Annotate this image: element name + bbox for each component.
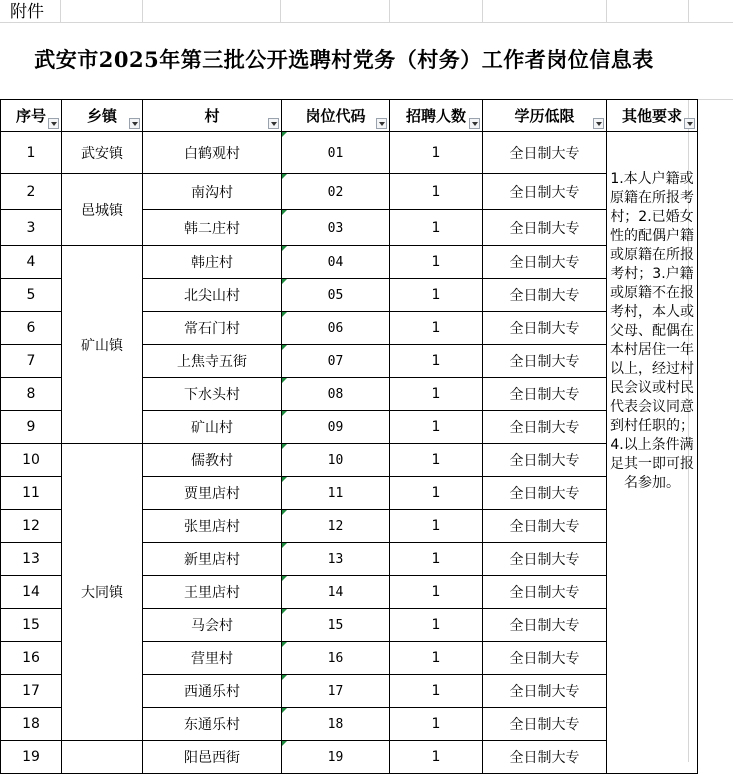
- table-row: [1, 132, 698, 174]
- filter-dropdown-icon[interactable]: [684, 118, 695, 129]
- education-cell[interactable]: 全日制大专: [483, 279, 607, 312]
- seq-cell[interactable]: 16: [1, 642, 62, 675]
- code-cell[interactable]: [282, 675, 390, 708]
- count-cell[interactable]: 1: [390, 246, 483, 279]
- village-cell[interactable]: 白鹤观村: [143, 132, 282, 174]
- count-cell[interactable]: 1: [390, 312, 483, 345]
- code-value: 01: [327, 145, 344, 161]
- seq-cell[interactable]: 9: [1, 411, 62, 444]
- count-cell[interactable]: 1: [390, 609, 483, 642]
- text-number-marker-icon: [282, 675, 287, 680]
- seq-cell[interactable]: 4: [1, 246, 62, 279]
- village-cell[interactable]: 下水头村: [143, 378, 282, 411]
- village-cell[interactable]: 儒教村: [143, 444, 282, 477]
- count-cell[interactable]: 1: [390, 642, 483, 675]
- filter-dropdown-icon[interactable]: [48, 118, 59, 129]
- seq-cell[interactable]: 8: [1, 378, 62, 411]
- code-cell[interactable]: [282, 132, 390, 174]
- education-cell[interactable]: 全日制大专: [483, 210, 607, 246]
- seq-cell[interactable]: 2: [1, 174, 62, 210]
- filter-dropdown-icon[interactable]: [129, 118, 140, 129]
- code-value: 04: [327, 255, 344, 270]
- village-cell[interactable]: 上焦寺五街: [143, 345, 282, 378]
- code-value: 09: [327, 420, 344, 435]
- code-cell[interactable]: [282, 609, 390, 642]
- seq-cell[interactable]: 7: [1, 345, 62, 378]
- education-cell[interactable]: 全日制大专: [483, 477, 607, 510]
- seq-cell[interactable]: 13: [1, 543, 62, 576]
- village-cell[interactable]: 张里店村: [143, 510, 282, 543]
- village-cell[interactable]: 南沟村: [143, 174, 282, 210]
- header-label: 岗位代码: [305, 107, 366, 125]
- table-row: [1, 741, 698, 774]
- village-cell[interactable]: 韩庄村: [143, 246, 282, 279]
- text-number-marker-icon: [282, 642, 287, 647]
- count-cell[interactable]: 1: [390, 477, 483, 510]
- col-header-town[interactable]: [62, 100, 143, 132]
- village-cell[interactable]: 贾里店村: [143, 477, 282, 510]
- town-cell[interactable]: [62, 741, 143, 774]
- page-title: 武安市2025年第三批公开选聘村党务（村务）工作者岗位信息表: [34, 47, 654, 72]
- education-cell[interactable]: 全日制大专: [483, 246, 607, 279]
- count-cell[interactable]: 1: [390, 510, 483, 543]
- count-cell[interactable]: 1: [390, 741, 483, 774]
- education-cell[interactable]: 全日制大专: [483, 576, 607, 609]
- code-cell[interactable]: [282, 444, 390, 477]
- education-cell[interactable]: 全日制大专: [483, 510, 607, 543]
- text-number-marker-icon: [282, 378, 287, 383]
- count-cell[interactable]: 1: [390, 411, 483, 444]
- count-cell[interactable]: 1: [390, 444, 483, 477]
- town-cell[interactable]: 邑城镇: [62, 174, 143, 246]
- text-number-marker-icon: [282, 312, 287, 317]
- code-value: 02: [327, 184, 344, 200]
- seq-cell[interactable]: 3: [1, 210, 62, 246]
- education-cell[interactable]: 全日制大专: [483, 609, 607, 642]
- education-cell[interactable]: 全日制大专: [483, 312, 607, 345]
- education-cell[interactable]: 全日制大专: [483, 675, 607, 708]
- town-cell[interactable]: 武安镇: [62, 132, 143, 174]
- code-value: 10: [327, 453, 344, 468]
- col-header-count[interactable]: [390, 100, 483, 132]
- seq-cell[interactable]: 6: [1, 312, 62, 345]
- text-number-marker-icon: [282, 411, 287, 416]
- code-cell[interactable]: [282, 411, 390, 444]
- seq-cell[interactable]: 1: [1, 132, 62, 174]
- code-value: 13: [327, 552, 344, 567]
- village-cell[interactable]: 北尖山村: [143, 279, 282, 312]
- town-cell[interactable]: 大同镇: [62, 444, 143, 741]
- village-cell[interactable]: 韩二庄村: [143, 210, 282, 246]
- header-row: [1, 100, 698, 132]
- village-cell[interactable]: 矿山村: [143, 411, 282, 444]
- seq-cell[interactable]: 10: [1, 444, 62, 477]
- village-cell[interactable]: 王里店村: [143, 576, 282, 609]
- filter-dropdown-icon[interactable]: [376, 118, 387, 129]
- seq-cell[interactable]: 19: [1, 741, 62, 774]
- text-number-marker-icon: [282, 576, 287, 581]
- text-number-marker-icon: [282, 510, 287, 515]
- header-label: 学历低限: [514, 107, 575, 125]
- village-cell[interactable]: 东通乐村: [143, 708, 282, 741]
- table-row: [1, 174, 698, 210]
- count-cell[interactable]: 1: [390, 543, 483, 576]
- code-cell[interactable]: [282, 576, 390, 609]
- text-number-marker-icon: [282, 543, 287, 548]
- code-cell[interactable]: [282, 477, 390, 510]
- positions-table: [0, 99, 698, 774]
- seq-cell[interactable]: 14: [1, 576, 62, 609]
- code-cell[interactable]: [282, 246, 390, 279]
- header-label: 招聘人数: [405, 107, 466, 125]
- code-cell[interactable]: [282, 642, 390, 675]
- col-header-village[interactable]: [143, 100, 282, 132]
- seq-cell[interactable]: 5: [1, 279, 62, 312]
- code-value: 16: [327, 651, 344, 666]
- count-cell[interactable]: 1: [390, 174, 483, 210]
- code-value: 18: [327, 717, 344, 732]
- col-header-code[interactable]: [282, 100, 390, 132]
- text-number-marker-icon: [282, 246, 287, 251]
- count-cell[interactable]: 1: [390, 675, 483, 708]
- col-header-other[interactable]: [607, 100, 698, 132]
- text-number-marker-icon: [282, 741, 287, 746]
- code-cell[interactable]: [282, 378, 390, 411]
- header-label: 乡镇: [86, 107, 117, 125]
- header-label: 序号: [15, 107, 46, 125]
- seq-cell[interactable]: 15: [1, 609, 62, 642]
- seq-cell[interactable]: 12: [1, 510, 62, 543]
- count-cell[interactable]: 1: [390, 345, 483, 378]
- text-number-marker-icon: [282, 174, 287, 179]
- text-number-marker-icon: [282, 210, 287, 215]
- attachment-label: 附件: [10, 2, 44, 22]
- text-number-marker-icon: [282, 132, 287, 137]
- village-cell[interactable]: 营里村: [143, 642, 282, 675]
- code-value: 07: [327, 354, 344, 369]
- table-row: [1, 246, 698, 279]
- code-cell[interactable]: [282, 345, 390, 378]
- count-cell[interactable]: 1: [390, 279, 483, 312]
- header-label: 其他要求: [621, 107, 682, 125]
- education-cell[interactable]: 全日制大专: [483, 642, 607, 675]
- code-cell[interactable]: [282, 741, 390, 774]
- seq-cell[interactable]: 11: [1, 477, 62, 510]
- education-cell[interactable]: 全日制大专: [483, 174, 607, 210]
- education-cell[interactable]: 全日制大专: [483, 132, 607, 174]
- village-cell[interactable]: 常石门村: [143, 312, 282, 345]
- code-cell[interactable]: [282, 510, 390, 543]
- code-value: 12: [327, 519, 344, 534]
- filter-dropdown-icon[interactable]: [268, 118, 279, 129]
- seq-cell[interactable]: 17: [1, 675, 62, 708]
- village-cell[interactable]: 马会村: [143, 609, 282, 642]
- education-cell[interactable]: 全日制大专: [483, 708, 607, 741]
- count-cell[interactable]: 1: [390, 576, 483, 609]
- other-requirements-cell[interactable]: 1.本人户籍或原籍在所报考村；2.已婚女性的配偶户籍或原籍在所报考村；3.户籍或原籍不在报考村，本人或父母、配偶在本村居住一年以上，经过村民会议或村民代表会议同意到村任职的；4.以上条件满足其一即可报名参加。: [607, 132, 698, 774]
- education-cell[interactable]: 全日制大专: [483, 345, 607, 378]
- code-cell[interactable]: [282, 708, 390, 741]
- code-value: 14: [327, 585, 344, 600]
- header-label: 村: [204, 107, 220, 125]
- text-number-marker-icon: [282, 477, 287, 482]
- education-cell[interactable]: 全日制大专: [483, 741, 607, 774]
- filter-dropdown-icon[interactable]: [593, 118, 604, 129]
- count-cell[interactable]: 1: [390, 132, 483, 174]
- col-header-education[interactable]: [483, 100, 607, 132]
- text-number-marker-icon: [282, 708, 287, 713]
- code-cell[interactable]: [282, 543, 390, 576]
- code-value: 08: [327, 387, 344, 402]
- village-cell[interactable]: 西通乐村: [143, 675, 282, 708]
- code-value: 06: [327, 321, 344, 336]
- code-value: 05: [327, 288, 344, 303]
- education-cell[interactable]: 全日制大专: [483, 543, 607, 576]
- code-cell[interactable]: [282, 174, 390, 210]
- code-value: 11: [327, 486, 344, 501]
- education-cell[interactable]: 全日制大专: [483, 378, 607, 411]
- table-row: [1, 444, 698, 477]
- text-number-marker-icon: [282, 444, 287, 449]
- code-value: 03: [327, 220, 344, 236]
- village-cell[interactable]: 新里店村: [143, 543, 282, 576]
- code-cell[interactable]: [282, 312, 390, 345]
- town-cell[interactable]: 矿山镇: [62, 246, 143, 444]
- text-number-marker-icon: [282, 609, 287, 614]
- code-value: 17: [327, 684, 344, 699]
- col-header-seq[interactable]: [1, 100, 62, 132]
- count-cell[interactable]: 1: [390, 210, 483, 246]
- education-cell[interactable]: 全日制大专: [483, 444, 607, 477]
- code-cell[interactable]: [282, 279, 390, 312]
- filter-dropdown-icon[interactable]: [469, 118, 480, 129]
- code-value: 15: [327, 618, 344, 633]
- text-number-marker-icon: [282, 345, 287, 350]
- count-cell[interactable]: 1: [390, 378, 483, 411]
- seq-cell[interactable]: 18: [1, 708, 62, 741]
- code-cell[interactable]: [282, 210, 390, 246]
- code-value: 19: [327, 750, 344, 765]
- education-cell[interactable]: 全日制大专: [483, 411, 607, 444]
- count-cell[interactable]: 1: [390, 708, 483, 741]
- village-cell[interactable]: 阳邑西街: [143, 741, 282, 774]
- text-number-marker-icon: [282, 279, 287, 284]
